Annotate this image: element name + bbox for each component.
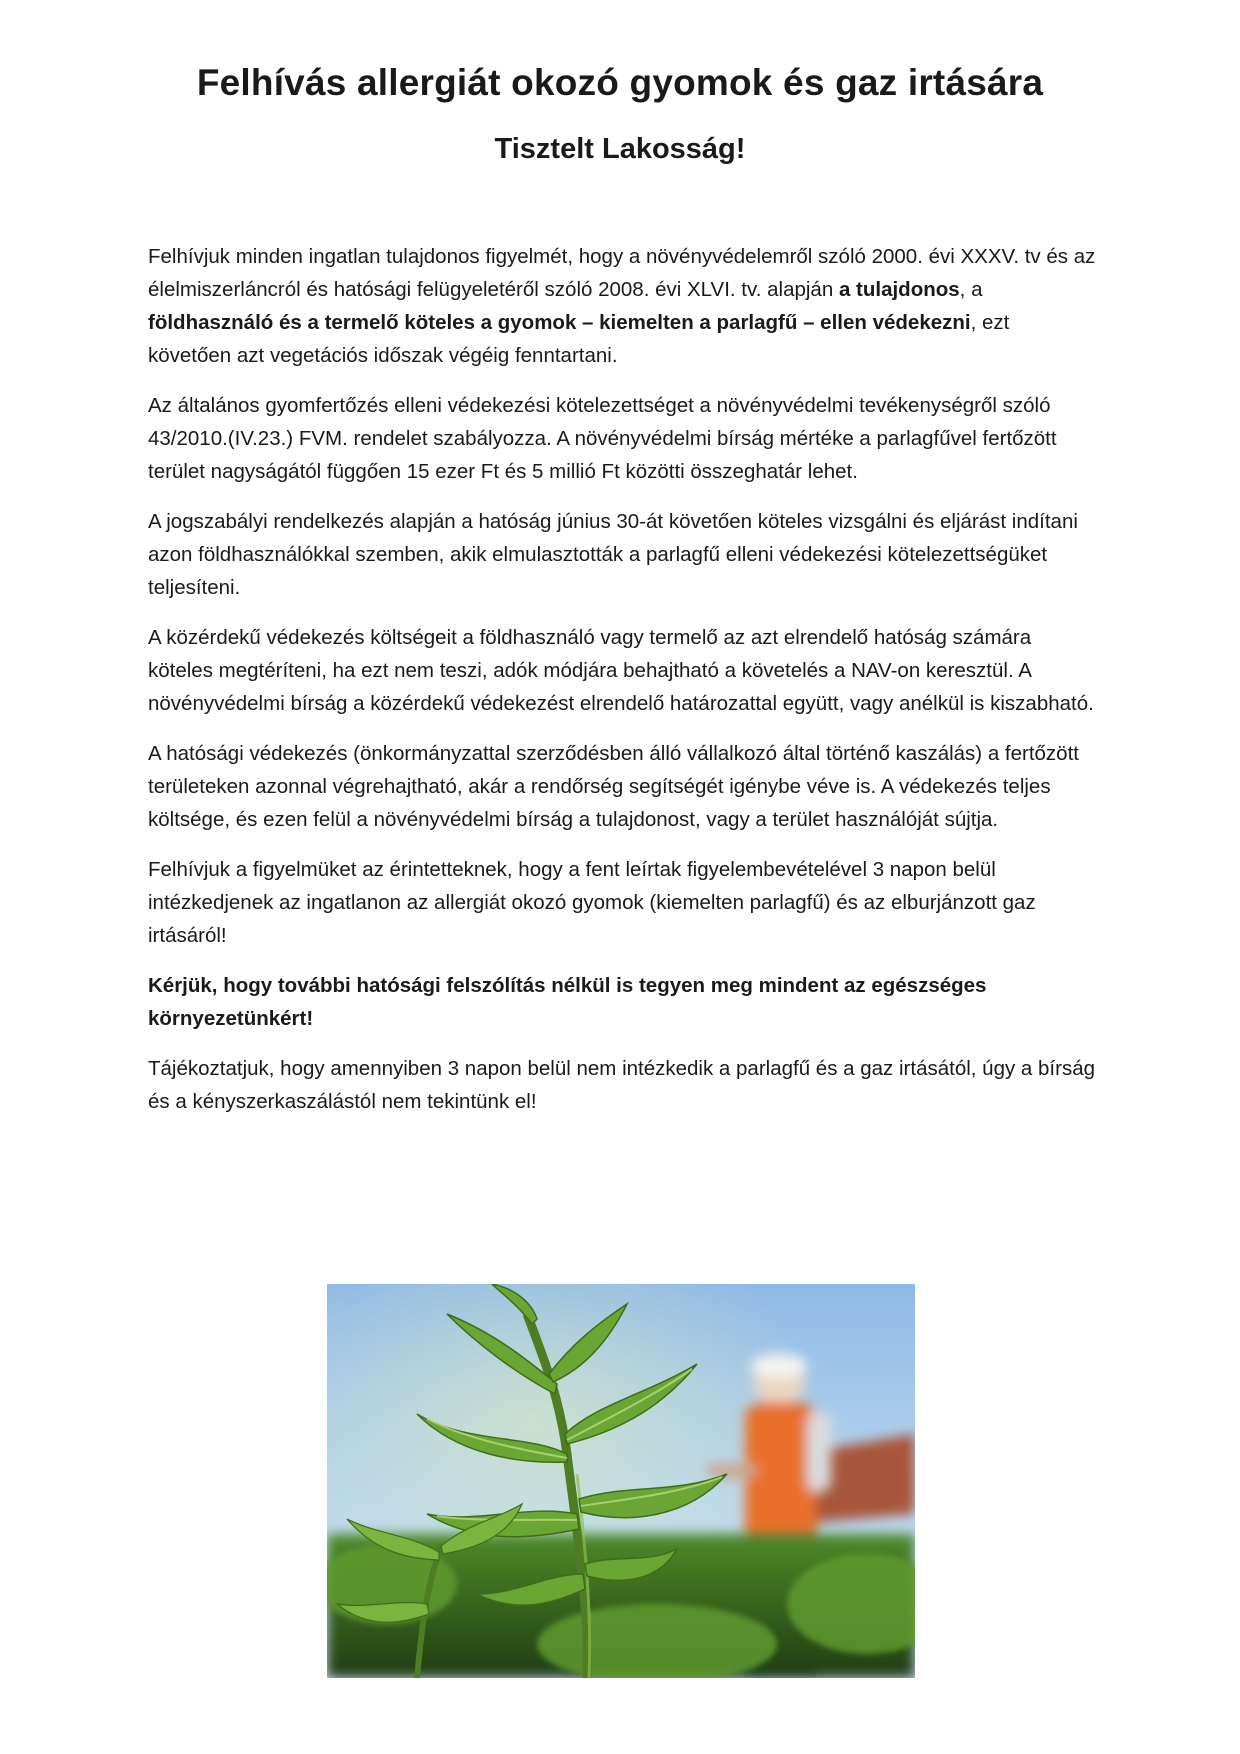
bold-run: földhasználó és a termelő köteles a gyomok – kiemelten a parlagfű – ellen védekezni	[148, 311, 971, 334]
paragraph-warning: Tájékoztatjuk, hogy amennyiben 3 napon belül nem intézkedik a parlagfű és a gaz irtásától, úgy a bírság és a kényszerkaszálástól nem tekintünk el!	[148, 1057, 1095, 1113]
paragraph-costs: A közérdekű védekezés költségeit a földhasználó vagy termelő az azt elrendelő hatóság számára köteles megtéríteni, ha ezt nem teszi, adók módjára behajtható a követelés a NAV-on keresztül. A növényvédelmi bírság a közérdekű védekezést elrendelő határozattal együtt, vagy anélkül is kiszabható.	[148, 626, 1094, 715]
page-title: Felhívás allergiát okozó gyomok és gaz irtására	[196, 62, 1044, 103]
ragweed-plant-icon	[327, 1284, 915, 1678]
paragraph-enforcement: A hatósági védekezés (önkormányzattal szerződésben álló vállalkozó által történő kaszálás) a fertőzött területeken azonnal végrehajtható, akár a rendőrség segítségét igénybe véve is. A védekezés teljes költsége, és ezen felül a növényvédelmi bírság a tulajdonost, vagy a terület használóját sújtja.	[148, 742, 1079, 831]
bold-run: Kérjük, hogy további hatósági felszólítás nélkül is tegyen meg mindent az egészséges környezetünkért!	[148, 974, 987, 1030]
text-run: , ezt követően azt vegetációs időszak végéig fenntartani.	[148, 311, 1010, 367]
paragraph-request	[148, 969, 1098, 1035]
text-run: Felhívjuk minden ingatlan tulajdonos figyelmét, hogy a növényvédelemről szóló 2000. évi XXXV. tv és az élelmiszerláncról és hatósági felügyeletéről szóló 2008. évi XLVI. tv. alapján	[148, 245, 1096, 301]
paragraph-authority: A jogszabályi rendelkezés alapján a hatóság június 30-át követően köteles vizsgálni és eljárást indítani azon földhasználókkal szemben, akik elmulasztották a parlagfű elleni védekezési kötelezettségüket teljesíteni.	[148, 510, 1078, 599]
document-body	[148, 240, 1098, 1135]
paragraph-legal-basis	[148, 240, 1098, 372]
paragraph-deadline: Felhívjuk a figyelmüket az érintetteknek, hogy a fent leírtak figyelembevételével 3 napon belül intézkedjenek az ingatlanon az allergiát okozó gyomok (kiemelten parlagfű) és az elburjánzott gaz irtásáról!	[148, 858, 1036, 947]
ragweed-photo	[327, 1284, 915, 1678]
bold-run: a tulajdonos	[838, 278, 960, 301]
text-run: , a	[959, 278, 983, 301]
greeting: Tisztelt Lakosság!	[494, 133, 746, 165]
paragraph-regulation: Az általános gyomfertőzés elleni védekezési kötelezettséget a növényvédelmi tevékenységről szóló 43/2010.(IV.23.) FVM. rendelet szabályozza. A növényvédelmi bírság mértéke a parlagfűvel fertőzött terület nagyságától függően 15 ezer Ft és 5 millió Ft közötti összeghatár lehet.	[148, 394, 1057, 483]
